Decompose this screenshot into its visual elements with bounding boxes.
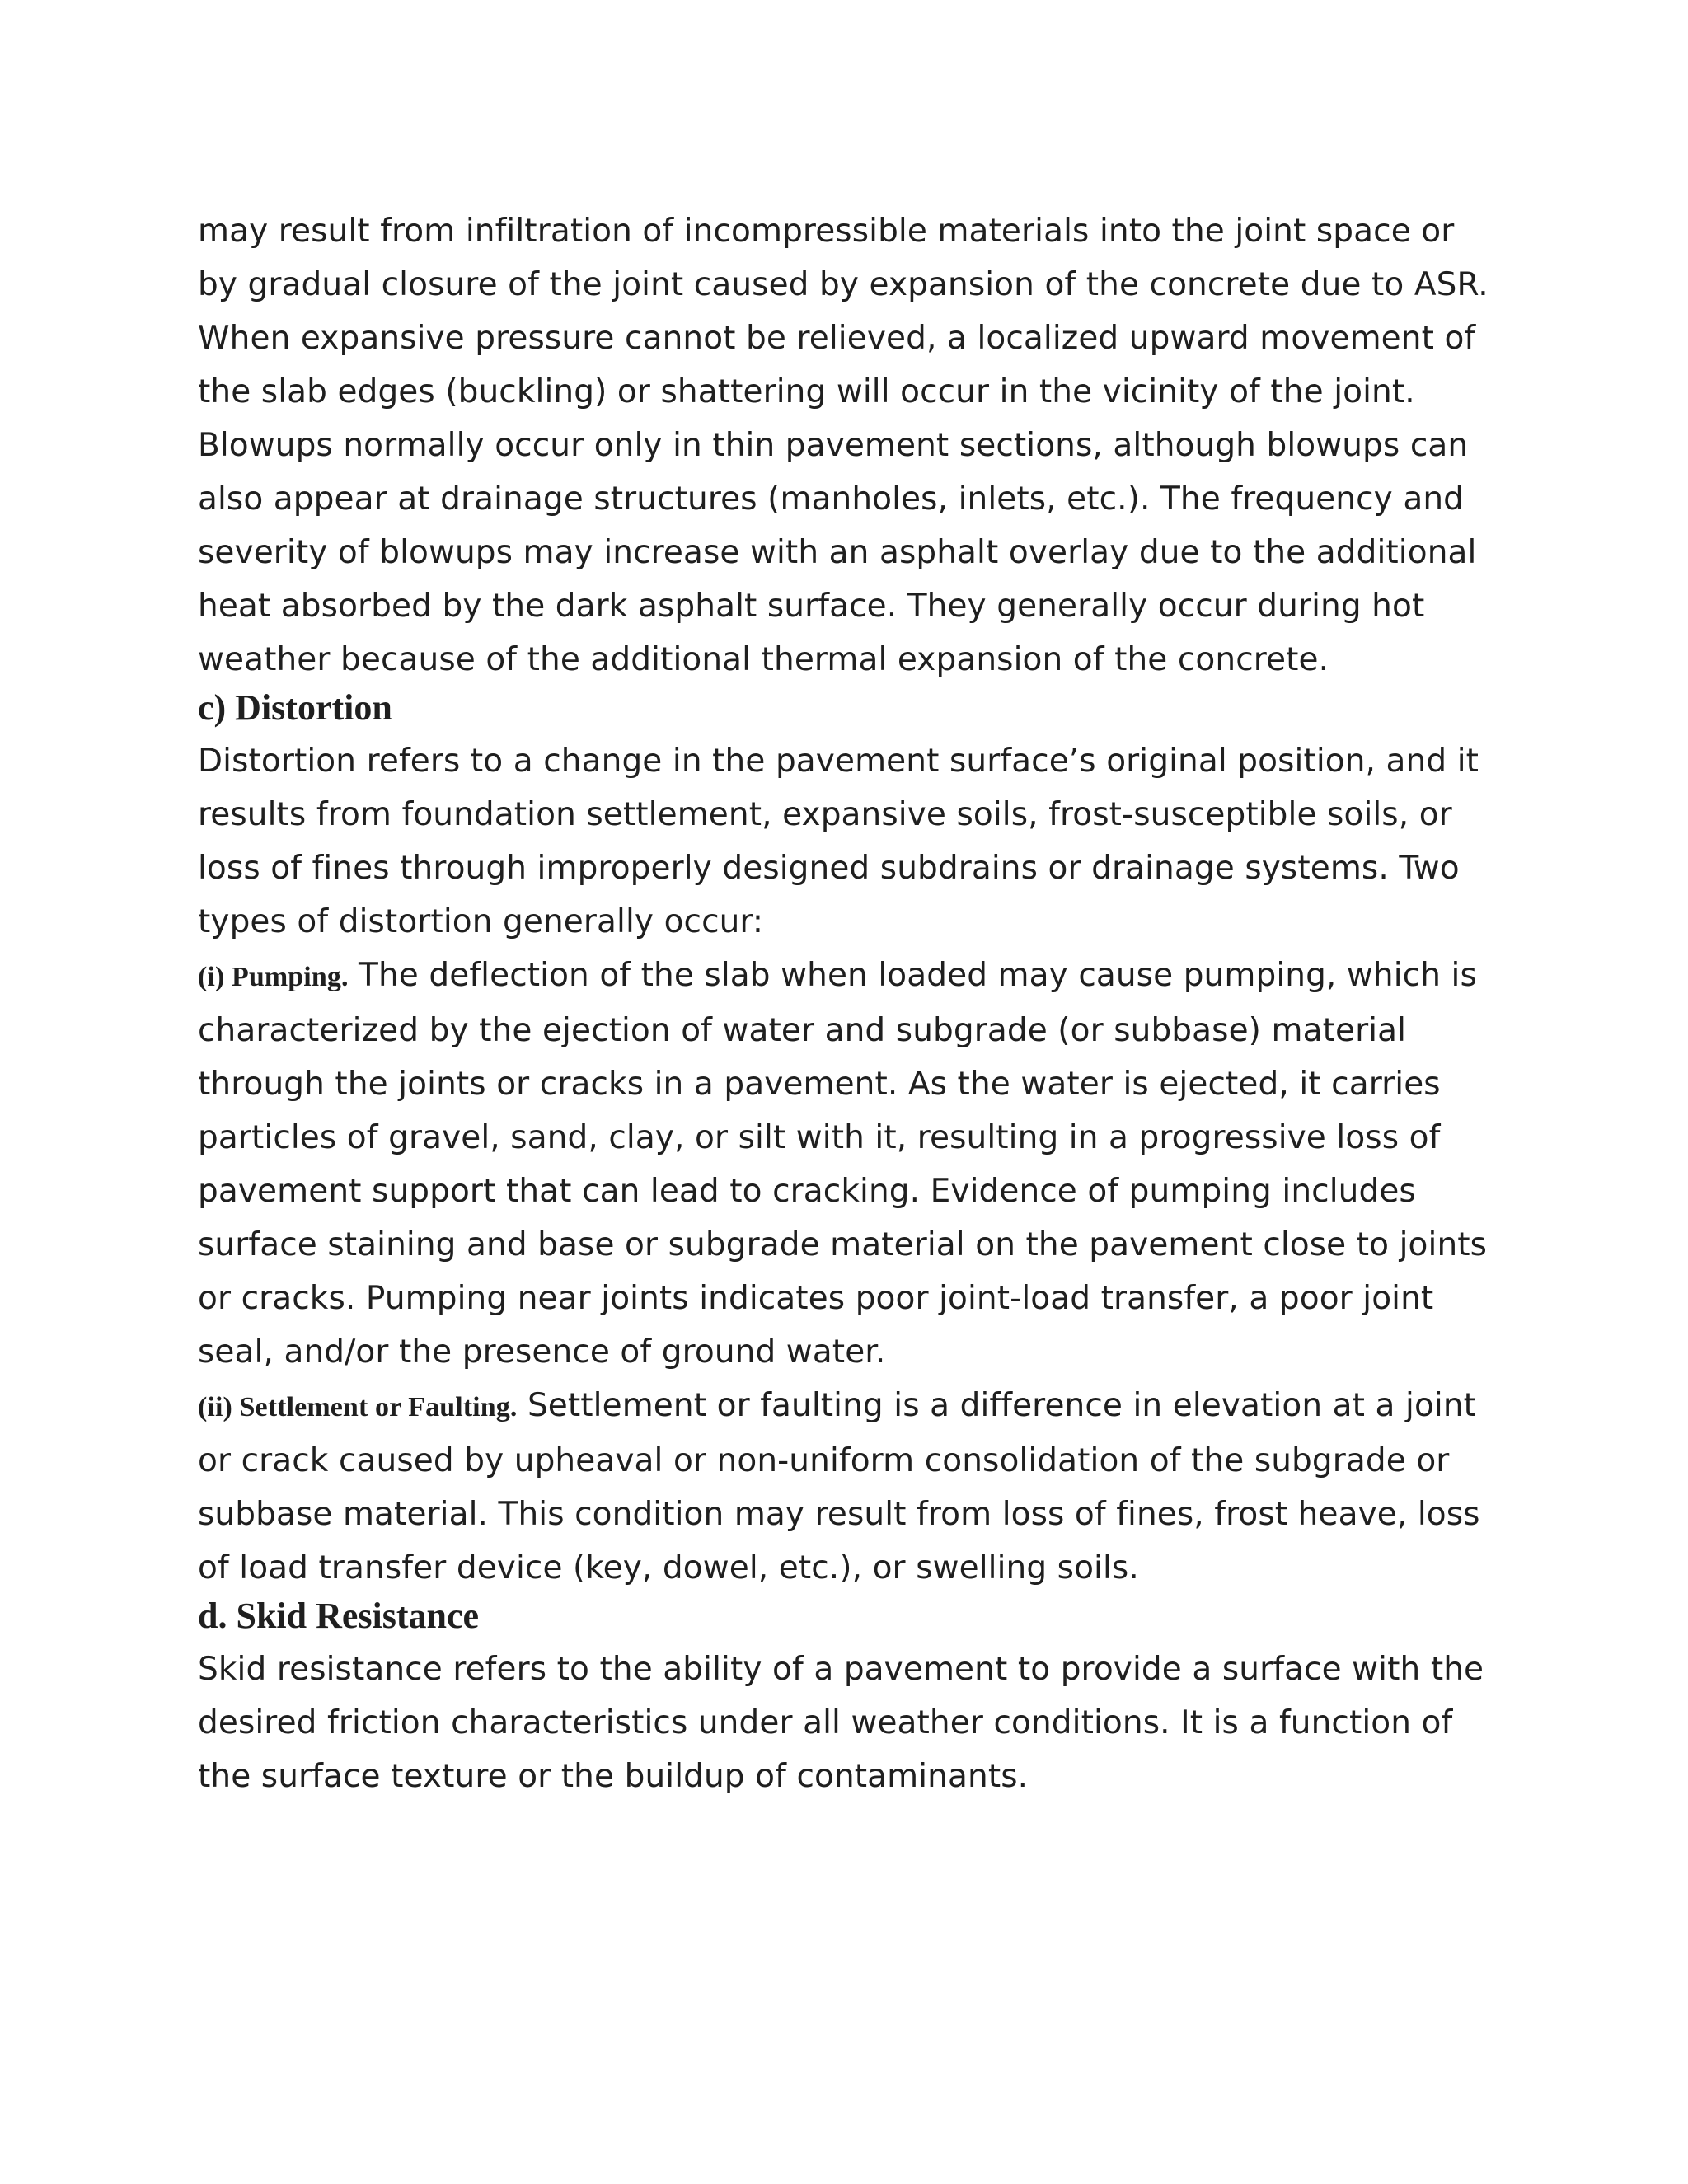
- pumping-text: The deflection of the slab when loaded may cause pumping, which is characterized by the ejection of water and subgrade (or subbase) material through the joints or cracks in a pavement. As the water is ejected, it carries particles of gravel, sand, clay, or silt with it, resulting in a progressive loss of pavement support that can lead to cracking. Evidence of pumping includes surface staining and base or subgrade material on the pavement close to joints or cracks. Pumping near joints indicates poor joint-load transfer, a poor joint seal, and/or the presence of ground water.: [198, 957, 1488, 1371]
- settlement-label: (ii) Settlement or Faulting.: [198, 1392, 518, 1422]
- skid-resistance-paragraph: Skid resistance refers to the ability of a pavement to provide a surface with the desired friction characteristics under all weather conditions. It is a function of the surface texture or the buildup of contaminants.: [198, 1651, 1484, 1795]
- skid-resistance-heading: d. Skid Resistance: [198, 1596, 480, 1636]
- settlement-paragraph: [198, 1379, 1500, 1595]
- settlement-text: Settlement or faulting is a difference in elevation at a joint or crack caused by upheaval or non-uniform consolidation of the subgrade or subbase material. This condition may result from loss of fines, frost heave, loss of load transfer device (key, dowel, etc.), or swelling soils.: [198, 1387, 1480, 1586]
- intro-paragraph: may result from infiltration of incompressible materials into the joint space or by gradual closure of the joint caused by expansion of the concrete due to ASR. When expansive pressure cannot be relieved, a localized upward movement of the slab edges (buckling) or shattering will occur in the vicinity of the joint. Blowups normally occur only in thin pavement sections, although blowups can also appear at drainage structures (manholes, inlets, etc.). The frequency and severity of blowups may increase with an asphalt overlay due to the additional heat absorbed by the dark asphalt surface. They generally occur during hot weather because of the additional thermal expansion of the concrete.: [198, 213, 1489, 678]
- document-page: [198, 204, 1500, 1803]
- distortion-heading: c) Distortion: [198, 687, 392, 728]
- pumping-label: (i) Pumping.: [198, 962, 349, 992]
- distortion-section: [198, 687, 1500, 1595]
- skid-resistance-section: [198, 1595, 1500, 1803]
- distortion-paragraph: Distortion refers to a change in the pavement surface’s original position, and it results from foundation settlement, expansive soils, frost-susceptible soils, or loss of fines through improperly designed subdrains or drainage systems. Two types of distortion generally occur:: [198, 743, 1479, 940]
- pumping-paragraph: [198, 949, 1500, 1379]
